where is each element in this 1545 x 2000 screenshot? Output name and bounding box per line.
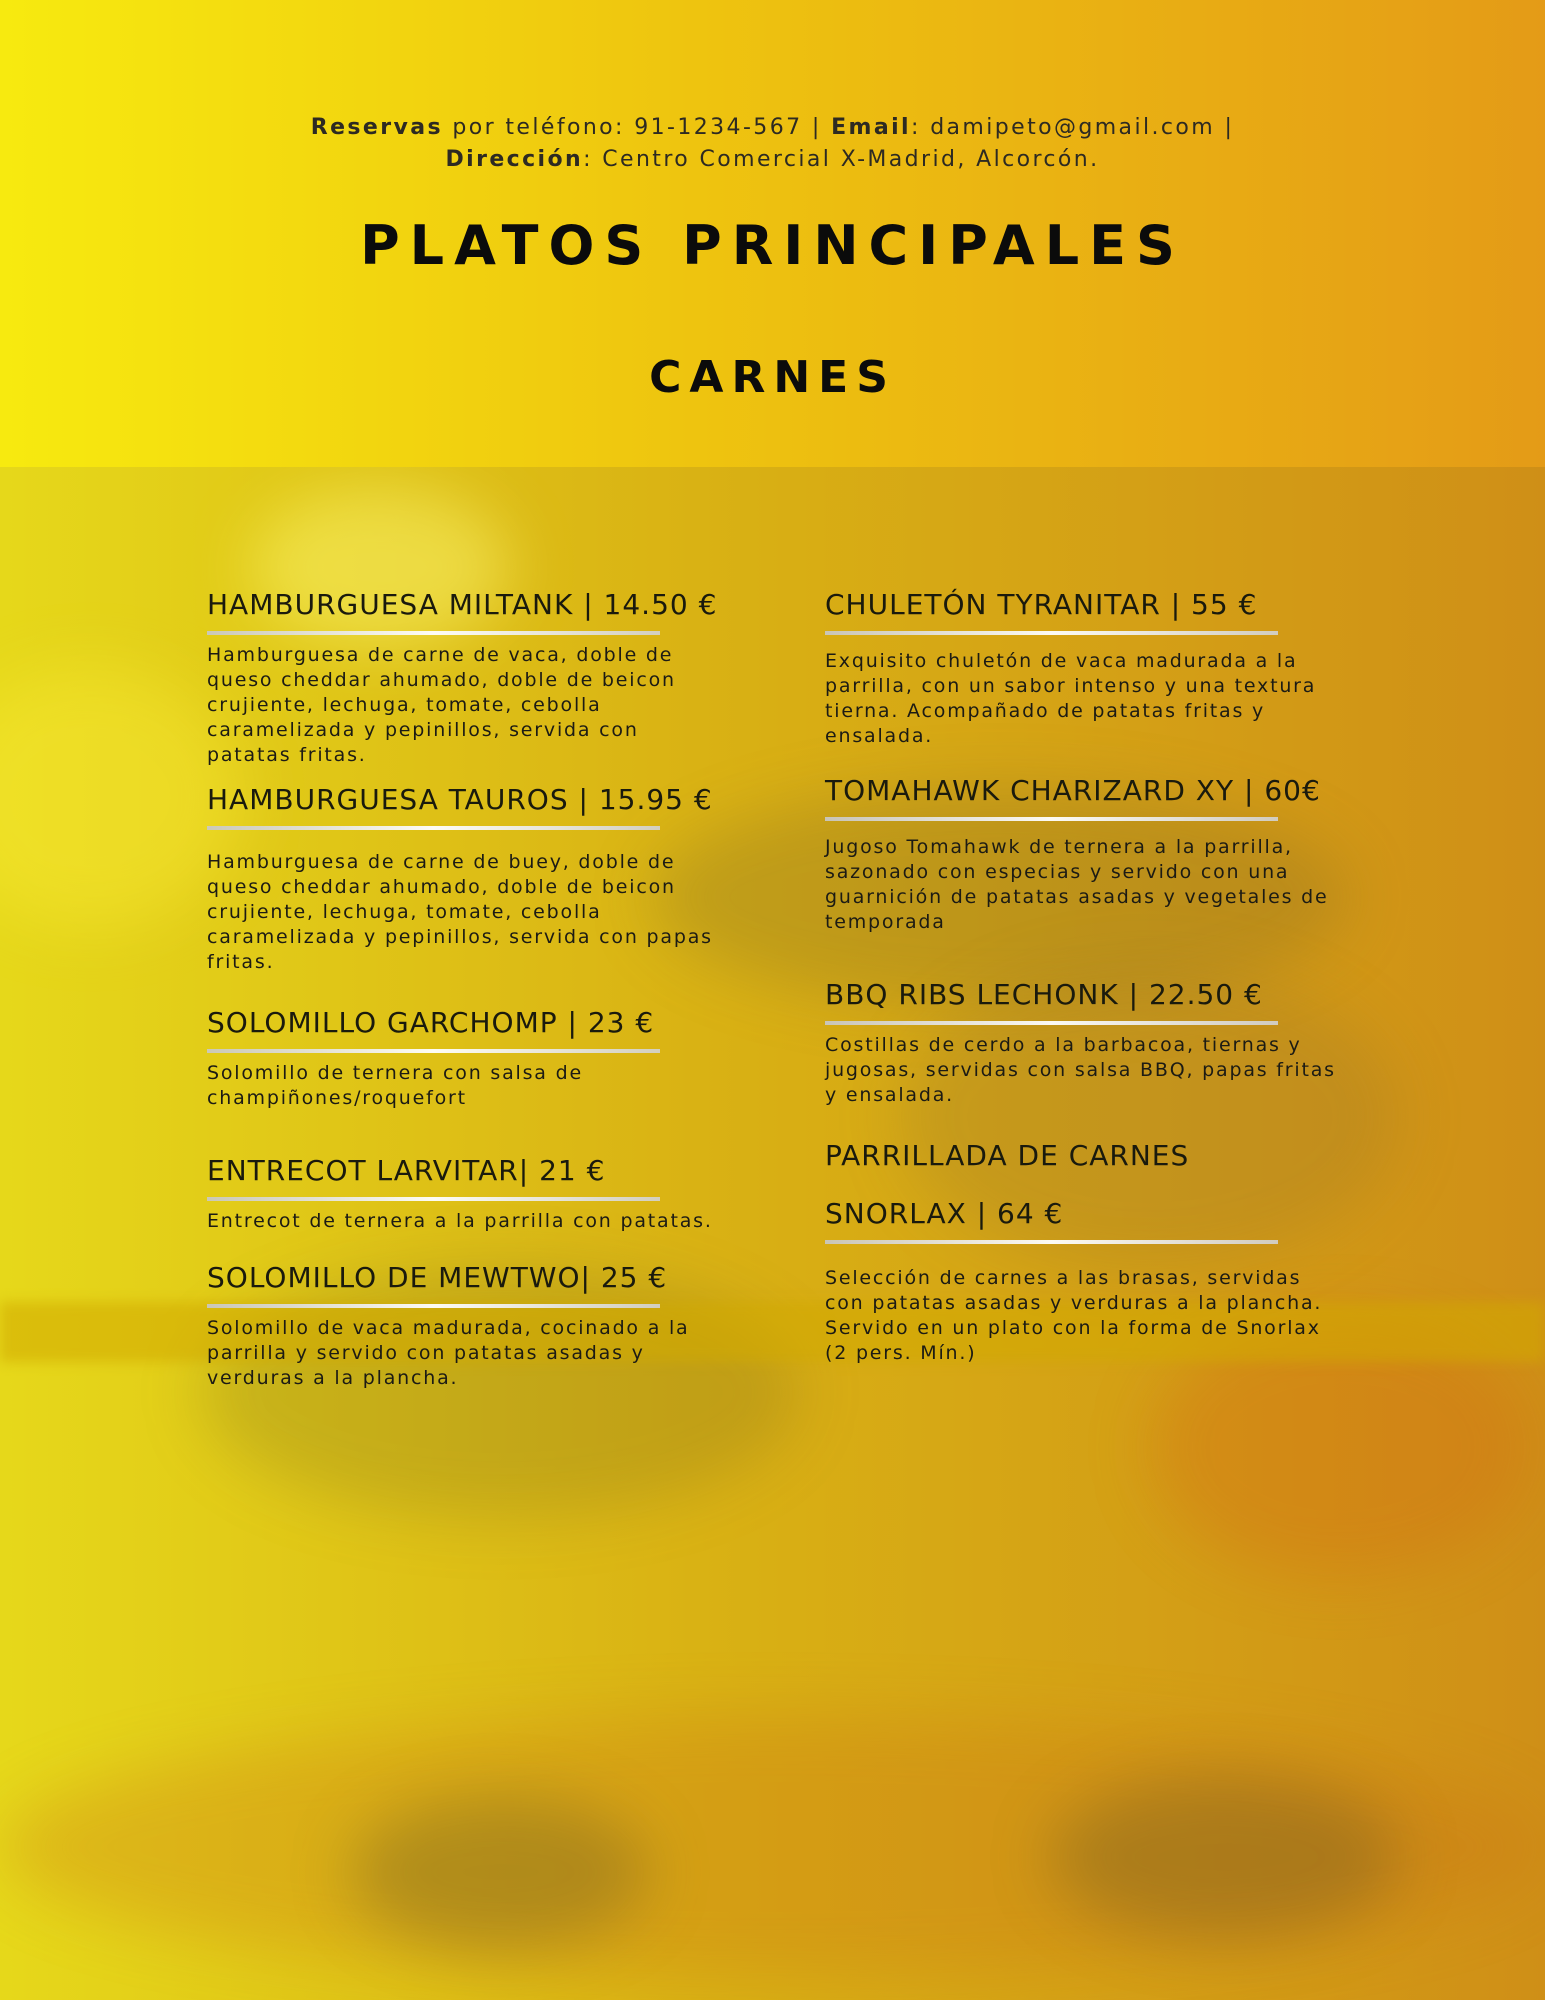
divider (207, 1197, 660, 1201)
menu-item-description: Selección de carnes a las brasas, servidas con patatas asadas y verduras a la plancha. Servido en un plato con la forma de Snorlax (2 pers. Mín.) (825, 1267, 1323, 1364)
menu-item-description: Exquisito chuletón de vaca madurada a la parrilla, con un sabor intenso y una textura tierna. Acompañado de patatas fritas y ensalada. (825, 650, 1317, 747)
contact-line-2 (0, 144, 1545, 176)
menu-column-left (207, 585, 727, 1391)
menu-item-description: Entrecot de ternera a la parrilla con patatas. (207, 1210, 713, 1232)
divider (207, 1304, 660, 1308)
menu-item-title: ENTRECOT LARVITAR| 21 € (207, 1154, 606, 1187)
contact-info (0, 112, 1545, 176)
divider (825, 1240, 1278, 1244)
section-title: CARNES (649, 352, 896, 403)
page-title: PLATOS PRINCIPALES (360, 214, 1185, 277)
menu-item-title: HAMBURGUESA MILTANK | 14.50 € (207, 588, 718, 621)
divider (207, 1049, 660, 1053)
menu-item (825, 585, 1345, 749)
menu-item (207, 1003, 727, 1111)
menu-item (207, 1151, 727, 1234)
menu-item-title: TOMAHAWK CHARIZARD XY | 60€ (825, 774, 1321, 807)
menu-item (207, 1258, 727, 1391)
menu-item-description: Jugoso Tomahawk de ternera a la parrilla, sazonado con especias y servido con una guarnición de patatas asadas y vegetales de temporada (825, 836, 1329, 933)
menu-item-title: HAMBURGUESA TAUROS | 15.95 € (207, 783, 713, 816)
divider (207, 631, 660, 635)
menu-item (825, 975, 1345, 1108)
divider (825, 1021, 1278, 1025)
menu-item (207, 585, 727, 768)
menu-item-description: Solomillo de ternera con salsa de champiñones/roquefort (207, 1062, 583, 1109)
menu-item (825, 1136, 1345, 1366)
menu-item (207, 780, 727, 975)
menu-item-title: SOLOMILLO GARCHOMP | 23 € (207, 1006, 655, 1039)
reservas-label: Reservas (310, 115, 443, 140)
menu-item (825, 771, 1345, 935)
email-text: : damipeto@gmail.com | (910, 115, 1235, 140)
contact-line-1 (0, 112, 1545, 144)
phone-text: por teléfono: 91-1234-567 | (442, 115, 832, 140)
menu-item-title-line-2: SNORLAX | 64 € (825, 1197, 1064, 1230)
email-label: Email (831, 115, 911, 140)
divider (207, 826, 660, 830)
menu-item-title (825, 1136, 1345, 1234)
menu-item-description: Hamburguesa de carne de buey, doble de queso cheddar ahumado, doble de beicon crujiente, lechuga, tomate, cebolla caramelizada y pepinillos, servida con papas fritas. (207, 851, 713, 973)
menu-item-description: Costillas de cerdo a la barbacoa, tiernas y jugosas, servidas con salsa BBQ, papas fritas y ensalada. (825, 1034, 1336, 1106)
divider (825, 817, 1278, 821)
menu-column-right (825, 585, 1345, 1366)
menu-item-title: CHULETÓN TYRANITAR | 55 € (825, 588, 1258, 621)
address-label: Dirección (445, 147, 584, 172)
address-text: : Centro Comercial X-Madrid, Alcorcón. (583, 147, 1100, 172)
divider (825, 631, 1278, 635)
menu-item-title: SOLOMILLO DE MEWTWO| 25 € (207, 1261, 668, 1294)
menu-item-description: Solomillo de vaca madurada, cocinado a la parrilla y servido con patatas asadas y verduras a la plancha. (207, 1317, 690, 1389)
menu-item-title: BBQ RIBS LECHONK | 22.50 € (825, 978, 1263, 1011)
menu-item-description: Hamburguesa de carne de vaca, doble de queso cheddar ahumado, doble de beicon crujiente, lechuga, tomate, cebolla caramelizada y pepinillos, servida con patatas fritas. (207, 644, 676, 766)
menu-item-title-line-1: PARRILLADA DE CARNES (825, 1139, 1190, 1172)
